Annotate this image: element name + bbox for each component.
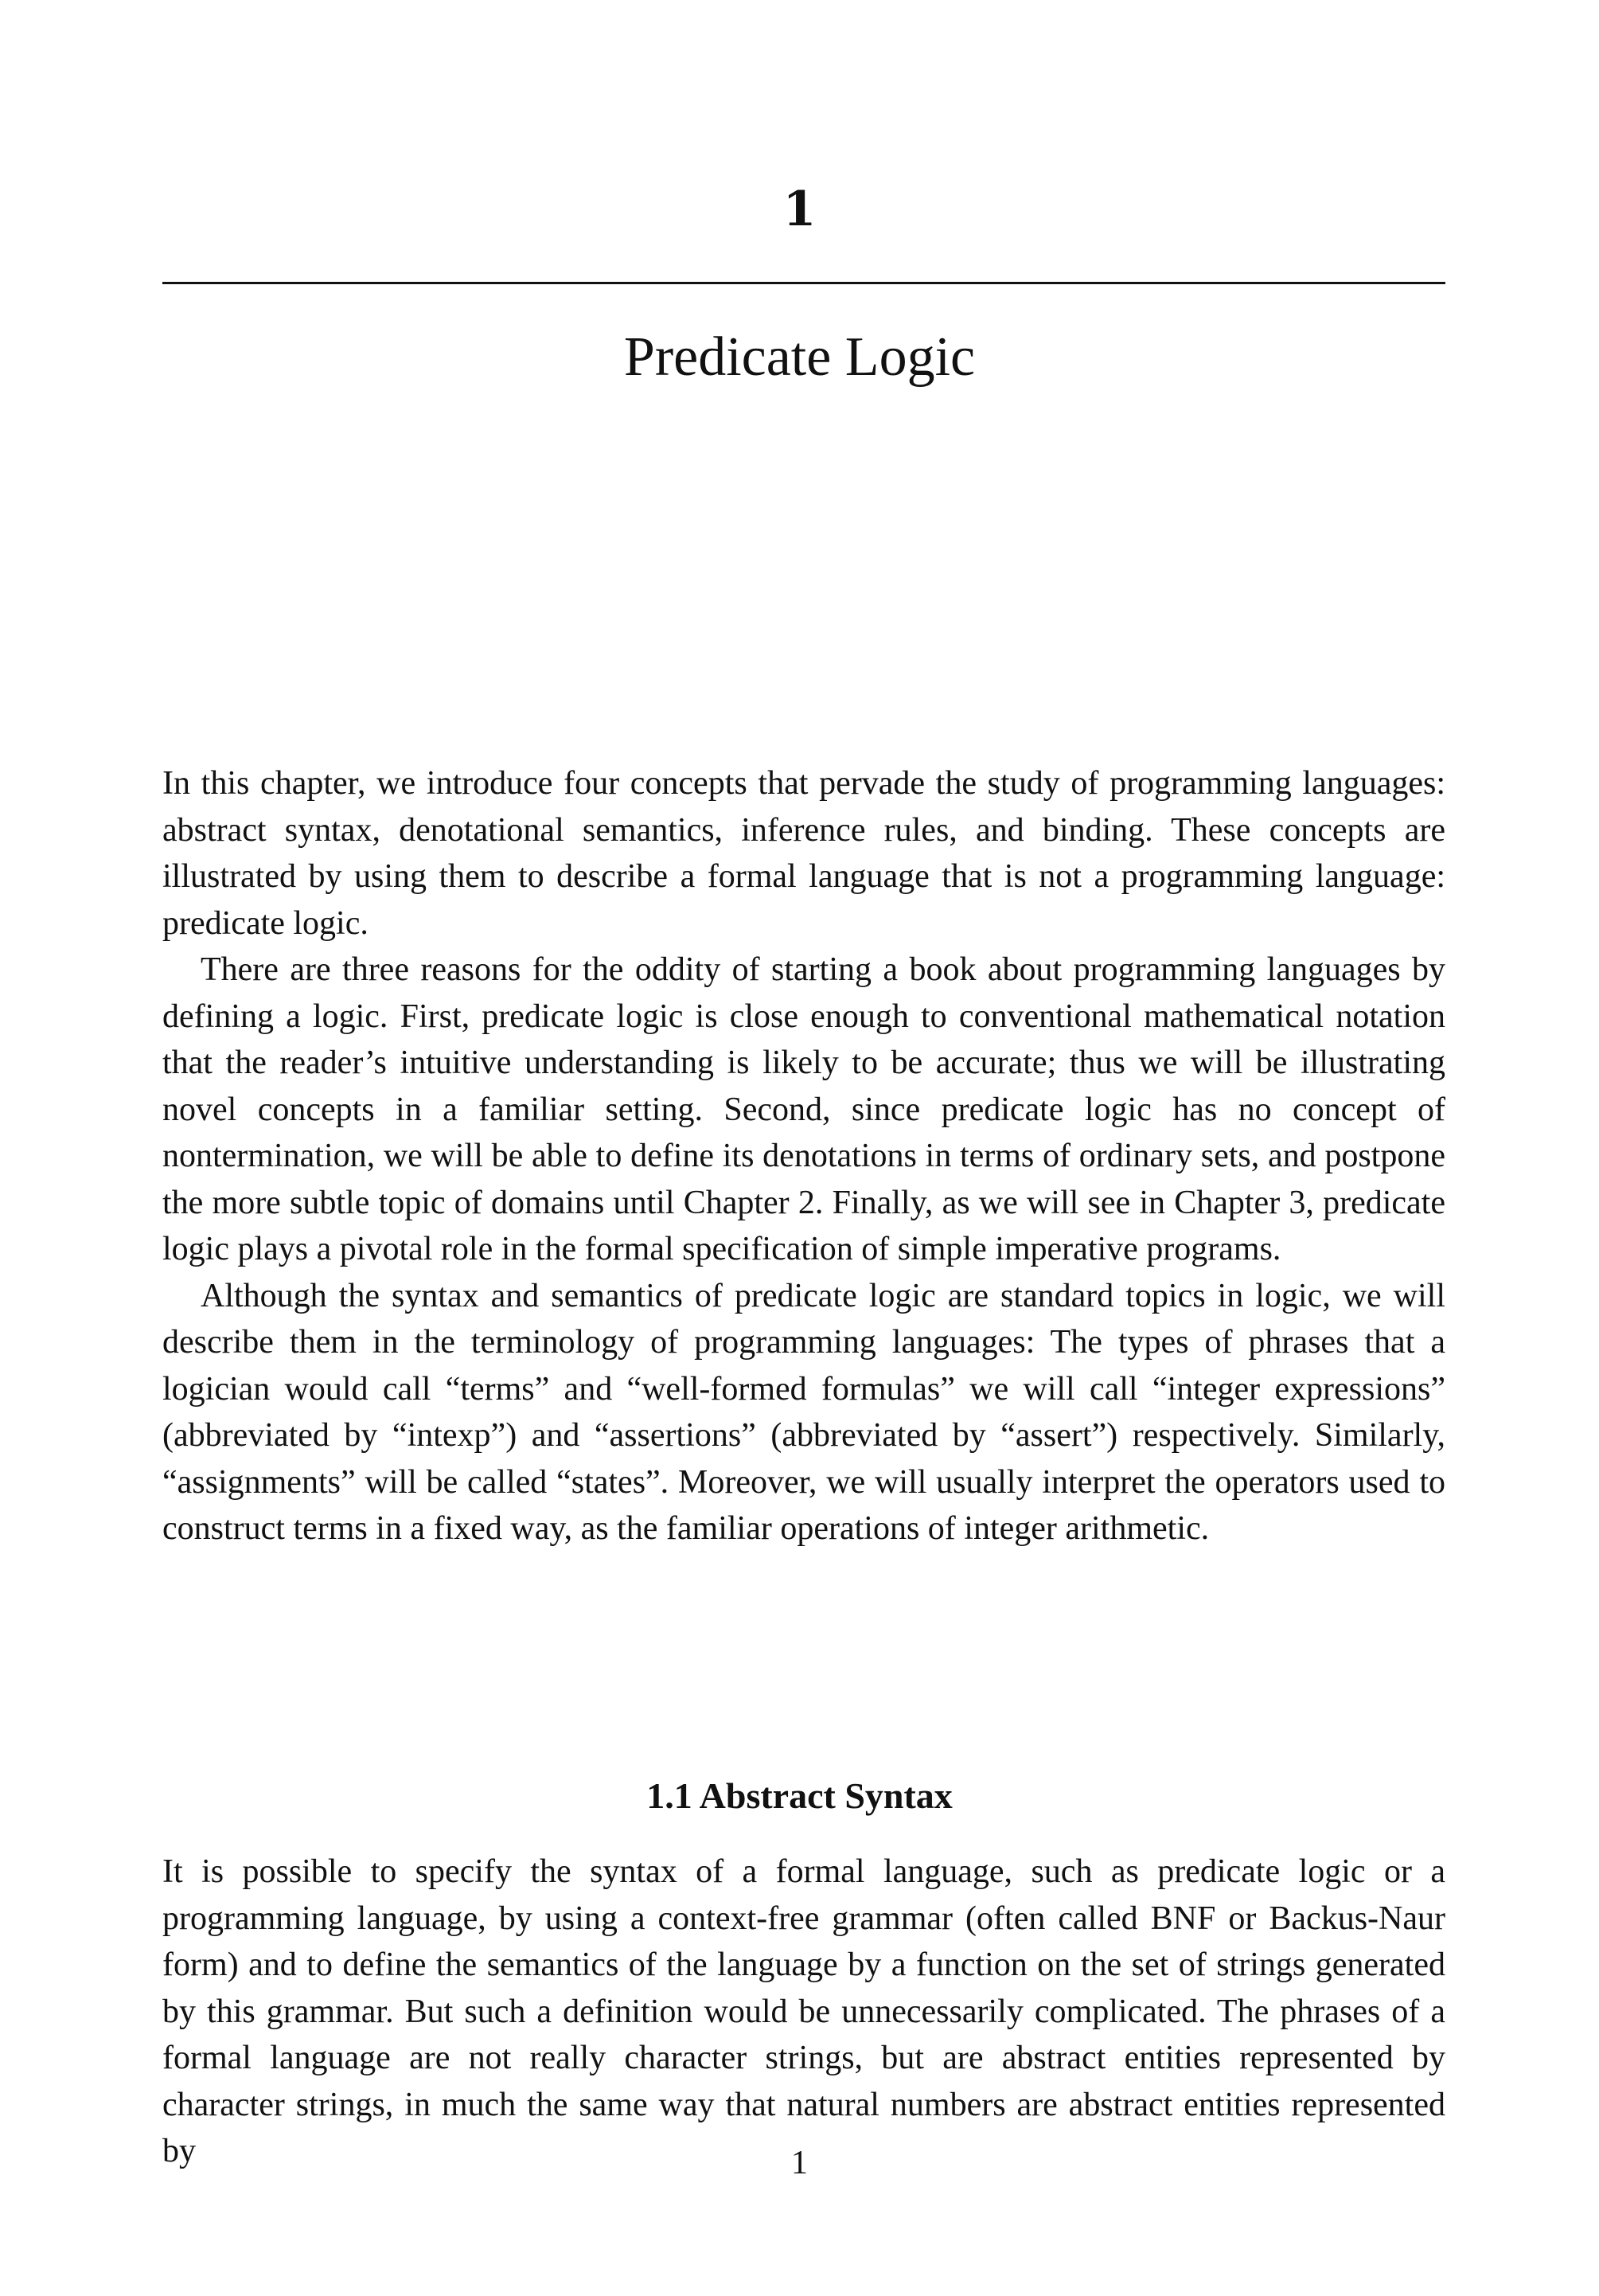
intro-paragraph-2: There are three reasons for the oddity of starting a book about programming languages by defining a logic. First, predicate logic is close enough to conventional mathematical notation that the reader’s intuitive understanding is likely to be accurate; thus we will be illustrating novel concepts in a familiar setting. Second, since predicate logic has no concept of nontermination, we will be able to define its denotations in terms of ordinary sets, and postpone the more subtle topic of domains until Chapter 2. Finally, as we will see in Chapter 3, predicate logic plays a pivotal role in the formal specification of simple imperative programs.: [162, 951, 1445, 1267]
section-body: [162, 1849, 1445, 2175]
section-paragraph-1: It is possible to specify the syntax of a formal language, such as predicate logic or a programming language, by using a context-free grammar (often called BNF or Backus-Naur form) and to define the semantics of the language by a function on the set of strings generated by this grammar. But such a definition would be unnecessarily complicated. The phrases of a formal language are not really character strings, but are abstract entities represented by character strings, in much the same way that natural numbers are abstract entities represented by: [162, 1853, 1445, 2169]
page-number: 1: [791, 2145, 808, 2181]
chapter-divider: [162, 282, 1445, 284]
chapter-number: 1: [782, 182, 817, 237]
section-heading: 1.1 Abstract Syntax: [646, 1775, 953, 1816]
intro-paragraph-1: In this chapter, we introduce four concepts that pervade the study of programming languages: abstract syntax, denotational semantics, inference rules, and binding. These concepts are illustrated by using them to describe a formal language that is not a programming language: predicate logic.: [162, 765, 1445, 942]
chapter-title: Predicate Logic: [623, 326, 976, 388]
chapter-introduction: [162, 760, 1445, 1552]
intro-paragraph-3: Although the syntax and semantics of predicate logic are standard topics in logic, we will describe them in the terminology of programming languages: The types of phrases that a logician would call “terms” and “well-formed formulas” we will call “integer expressions” (abbreviated by “intexp”) and “assertions” (abbreviated by “assert”) respectively. Similarly, “assignments” will be called “states”. Moreover, we will usually interpret the operators used to construct terms in a fixed way, as the familiar operations of integer arithmetic.: [162, 1277, 1445, 1547]
